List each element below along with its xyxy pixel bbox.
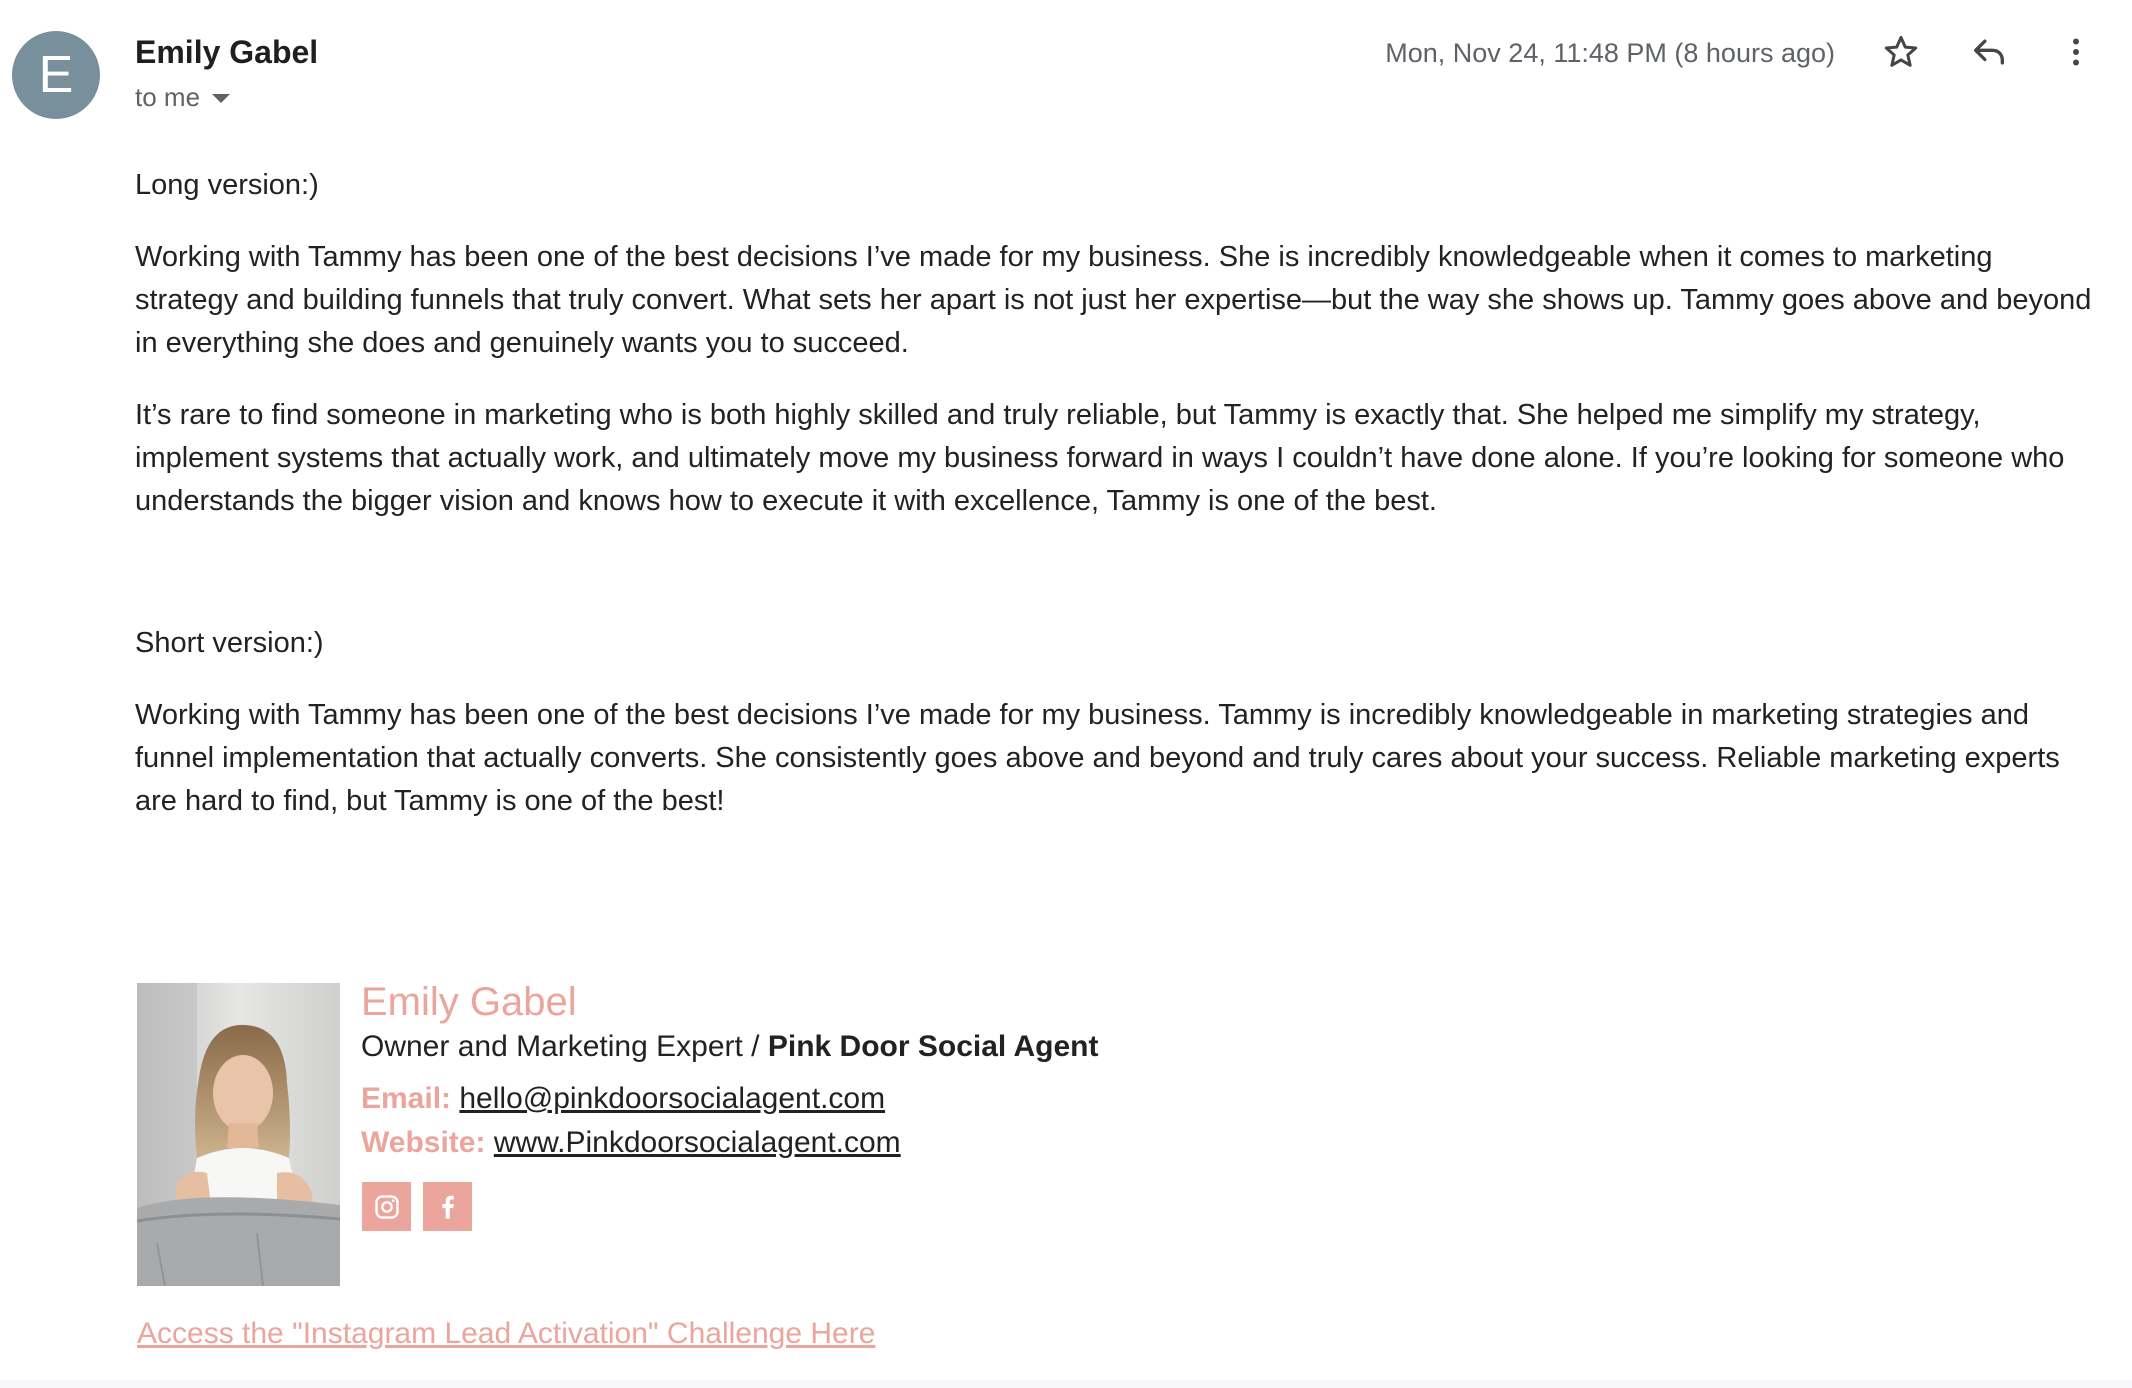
signature-website-label: Website:: [361, 1126, 486, 1159]
challenge-cta-link[interactable]: Access the "Instagram Lead Activation" Challenge Here: [137, 1317, 876, 1350]
signature-title: [361, 1027, 1098, 1067]
more-options-button[interactable]: [2052, 28, 2100, 76]
sender-name[interactable]: Emily Gabel: [135, 34, 319, 70]
long-version-label: Long version:): [135, 169, 319, 201]
short-version-label: Short version:): [135, 627, 324, 659]
signature-website-row: [361, 1123, 901, 1163]
star-icon: [1882, 33, 1920, 71]
more-vert-icon: [2058, 34, 2094, 70]
signature-email-label: Email:: [361, 1082, 452, 1115]
short-version-paragraph: Working with Tammy has been one of the best decisions I’ve made for my business. Tammy is incredibly knowledgeable in marketing strategies and funnel implementation that actually converts. She consistently goes above and beyond and truly cares about your success. Reliable marketing experts are hard to find, but Tammy is one of the best!: [135, 699, 2060, 817]
recipient-label: to me: [135, 82, 201, 112]
signature-company: Pink Door Social Agent: [767, 1030, 1099, 1063]
signature-role: Owner and Marketing Expert /: [361, 1030, 768, 1063]
message-timestamp: Mon, Nov 24, 11:48 PM (8 hours ago): [1385, 38, 1835, 68]
signature-email-link[interactable]: hello@pinkdoorsocialagent.com: [459, 1082, 886, 1115]
signature-website-link[interactable]: www.Pinkdoorsocialagent.com: [493, 1126, 901, 1159]
facebook-link[interactable]: [423, 1182, 472, 1231]
instagram-icon: [373, 1193, 401, 1221]
signature-photo: [137, 983, 340, 1286]
sender-avatar[interactable]: E: [12, 31, 100, 119]
recipient-details-toggle[interactable]: [135, 78, 230, 116]
chevron-down-icon[interactable]: [212, 94, 230, 103]
long-version-paragraph-1: Working with Tammy has been one of the best decisions I’ve made for my business. She is incredibly knowledgeable when it comes to marketing strategy and building funnels that truly convert. What sets her apart is not just her expertise—but the way she shows up. Tammy goes above and beyond in everything she does and genuinely wants you to succeed.: [135, 241, 2092, 359]
reply-icon: [1969, 32, 2009, 72]
instagram-link[interactable]: [362, 1182, 411, 1231]
reply-button[interactable]: [1965, 28, 2013, 76]
bottom-divider: [0, 1380, 2132, 1388]
signature-email-row: [361, 1079, 885, 1119]
star-button[interactable]: [1877, 28, 1925, 76]
facebook-icon: [434, 1193, 462, 1221]
signature-name: Emily Gabel: [361, 980, 577, 1024]
long-version-paragraph-2: It’s rare to find someone in marketing who is both highly skilled and truly reliable, but Tammy is exactly that. She helped me simplify my strategy, implement systems that actually work, and ultimately move my business forward in ways I couldn’t have done alone. If you’re looking for someone who understands the bigger vision and knows how to execute it with excellence, Tammy is one of the best.: [135, 399, 2065, 517]
